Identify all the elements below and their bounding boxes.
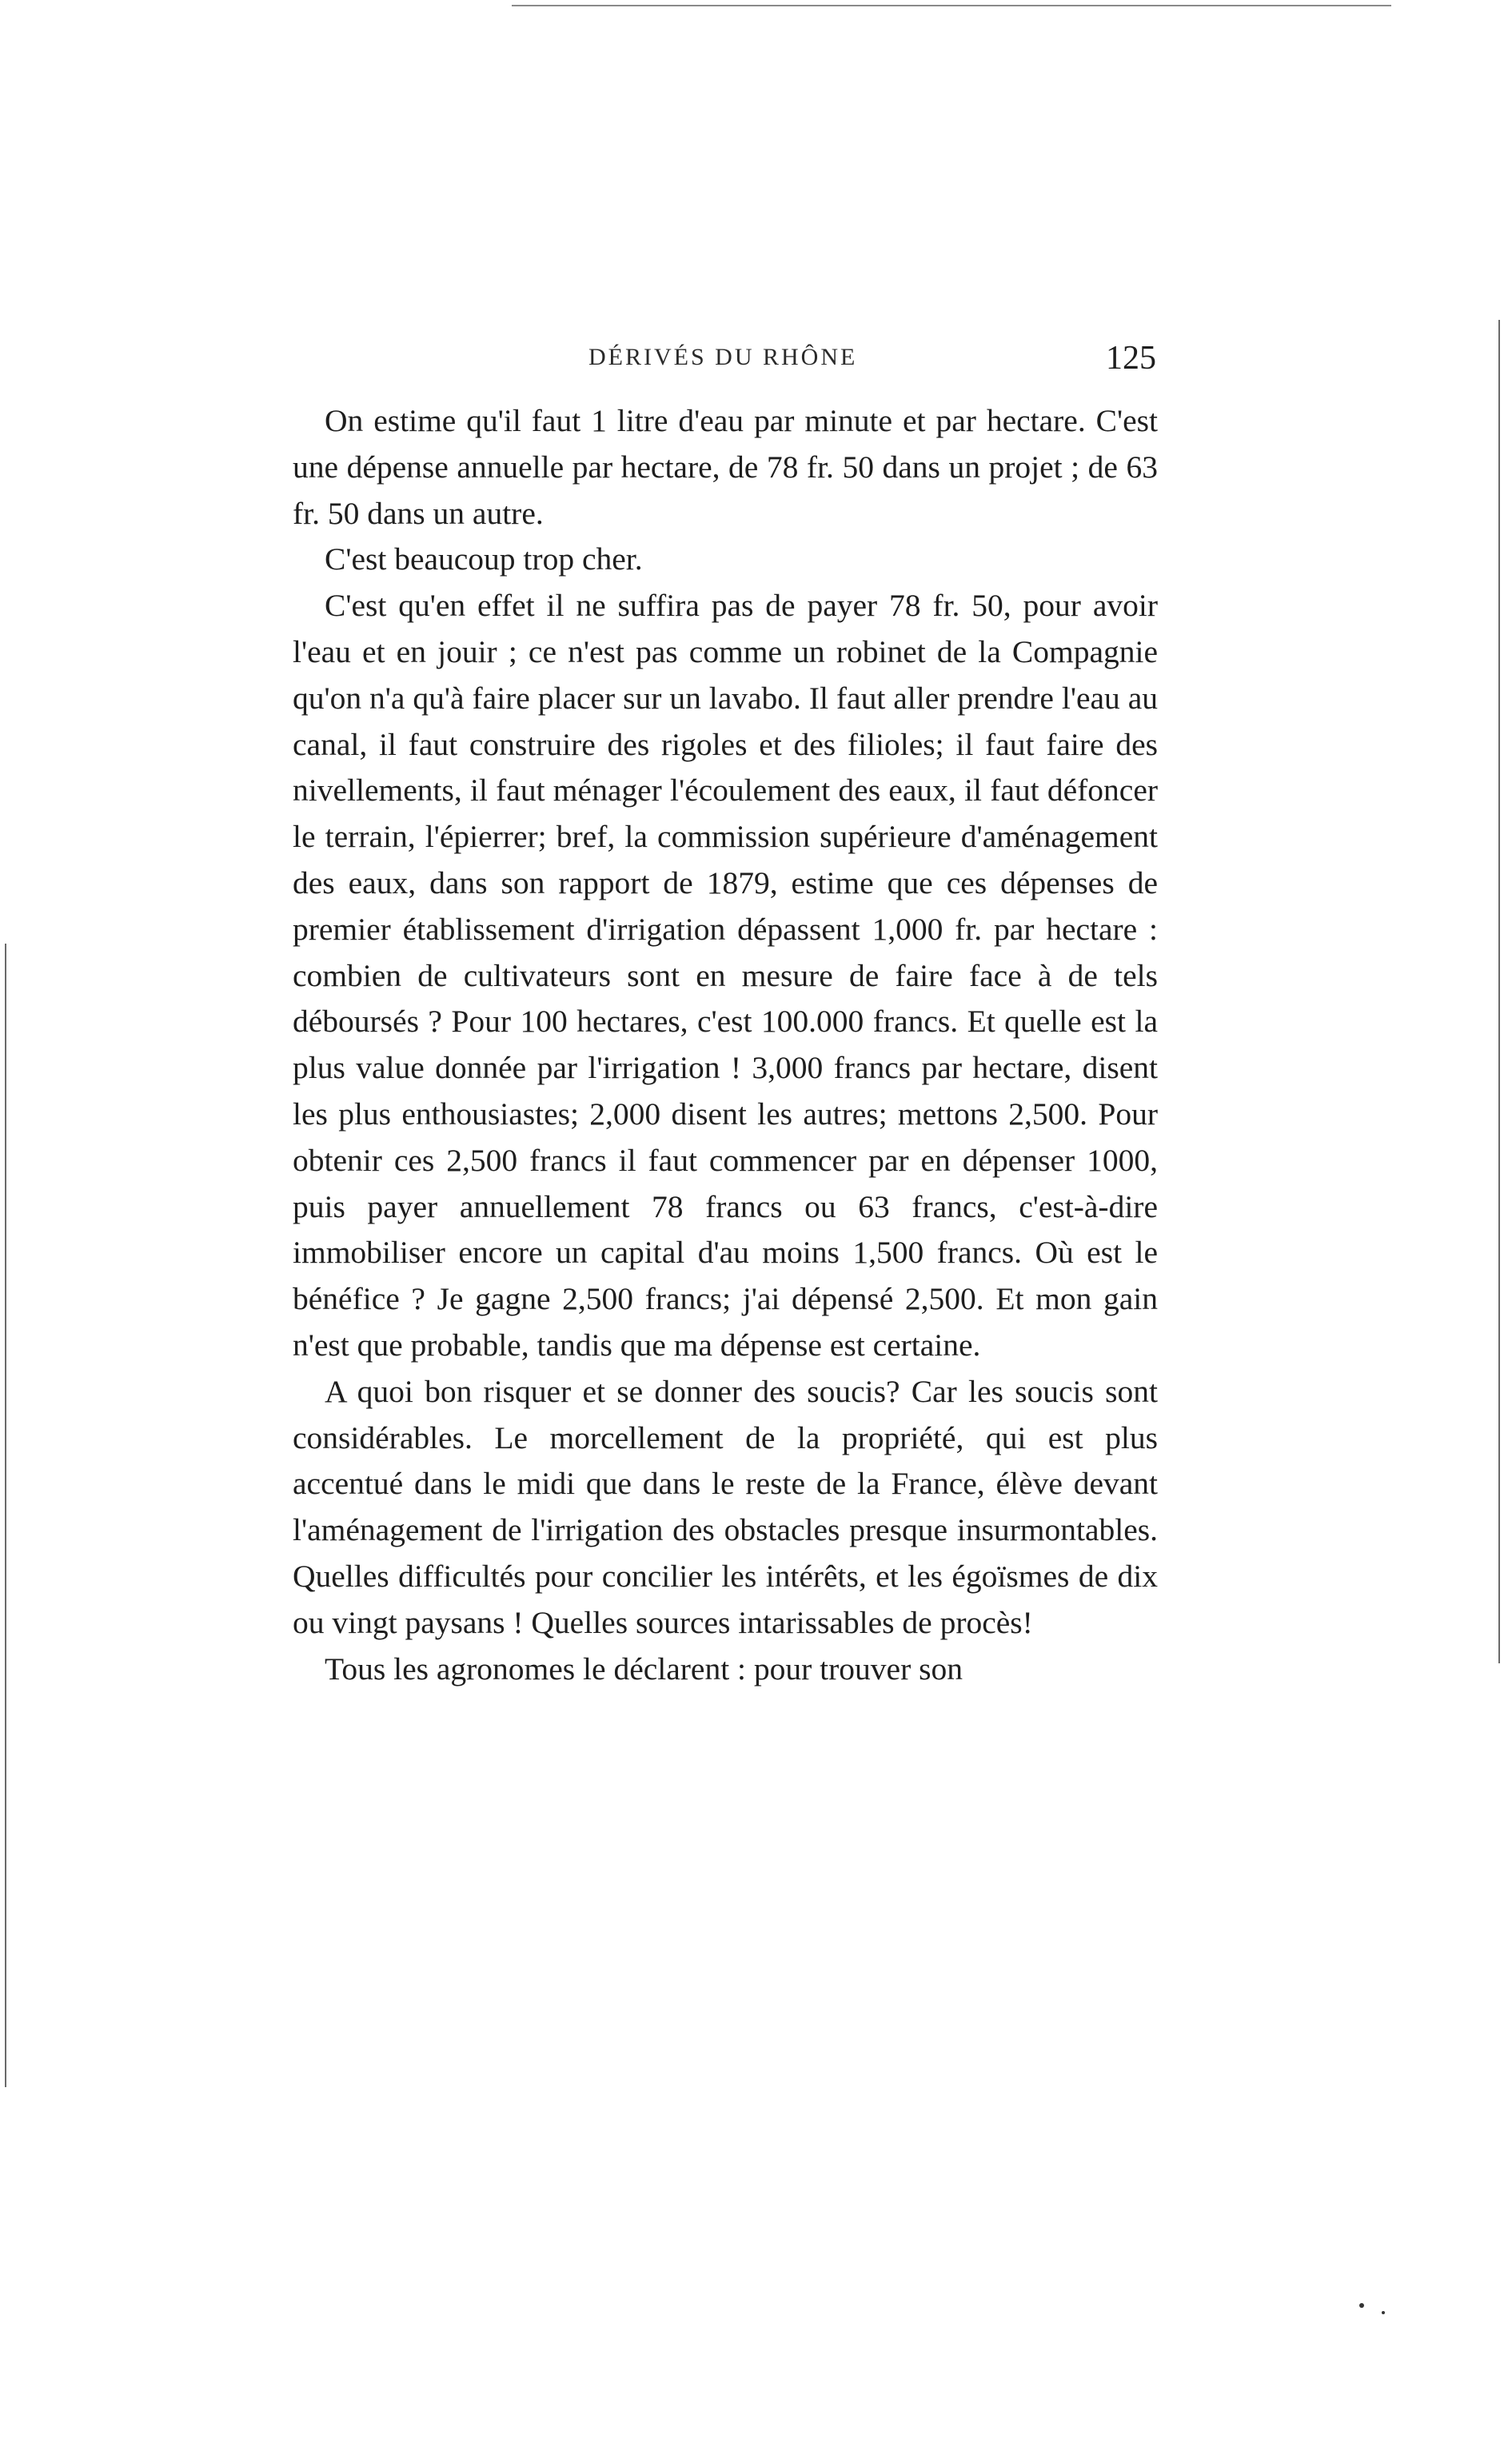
running-title: DÉRIVÉS DU RHÔNE	[588, 344, 858, 370]
paragraph: Tous les agronomes le déclarent : pour trouver son	[325, 1651, 963, 1687]
page-header	[293, 340, 1156, 392]
page-number: 125	[1106, 340, 1156, 377]
paragraph: A quoi bon risquer et se donner des soucis? Car les soucis sont considérables. Le morcellement de la propriété, qui est plus accentué dans le midi que dans le reste de la France, élève devant l'aménagement de l'irrigation des obstacles presque insurmontables. Quelles difficultés pour concilier les intérêts, et les égoïsmes de dix ou vingt paysans ! Quelles sources intarissables de procès!	[293, 1373, 1158, 1640]
scan-left-edge	[5, 944, 6, 2087]
paragraph: On estime qu'il faut 1 litre d'eau par minute et par hectare. C'est une dépense annuelle par hectare, de 78 fr. 50 dans un projet ; de 63 fr. 50 dans un autre.	[293, 403, 1158, 531]
scan-top-edge	[512, 5, 1391, 6]
paragraph: C'est beaucoup trop cher.	[325, 541, 643, 577]
body-text	[293, 398, 1158, 1692]
scan-speck	[1359, 2303, 1364, 2308]
paragraph: C'est qu'en effet il ne suffira pas de payer 78 fr. 50, pour avoir l'eau et en jouir ; ce n'est pas comme un robinet de la Compagnie qu'on n'a qu'à faire placer sur un lavabo. Il faut aller prendre l'eau au canal, il faut construire des rigoles et des filioles; il faut faire des nivellements, il faut ménager l'écoulement des eaux, il faut défoncer le terrain, l'épierrer; bref, la commission supérieure d'aménagement des eaux, dans son rapport de 1879, estime que ces dépenses de premier établissement d'irrigation dépassent 1,000 fr. par hectare : combien de cultivateurs sont en mesure de faire face à de tels déboursés ? Pour 100 hectares, c'est 100.000 francs. Et quelle est la plus value donnée par l'irrigation ! 3,000 francs par hectare, disent les plus enthousiastes; 2,000 disent les autres; mettons 2,500. Pour obtenir ces 2,500 francs il faut commencer par en dépenser 1000, puis payer annuellement 78 francs ou 63 francs, c'est-à-dire immobiliser encore un capital d'au moins 1,500 francs. Où est le bénéfice ? Je gagne 2,500 francs; j'ai dépensé 2,500. Et mon gain n'est que probable, tandis que ma dépense est certaine.	[293, 588, 1158, 1363]
scan-speck	[1382, 2311, 1385, 2314]
scan-right-edge	[1498, 320, 1500, 1663]
